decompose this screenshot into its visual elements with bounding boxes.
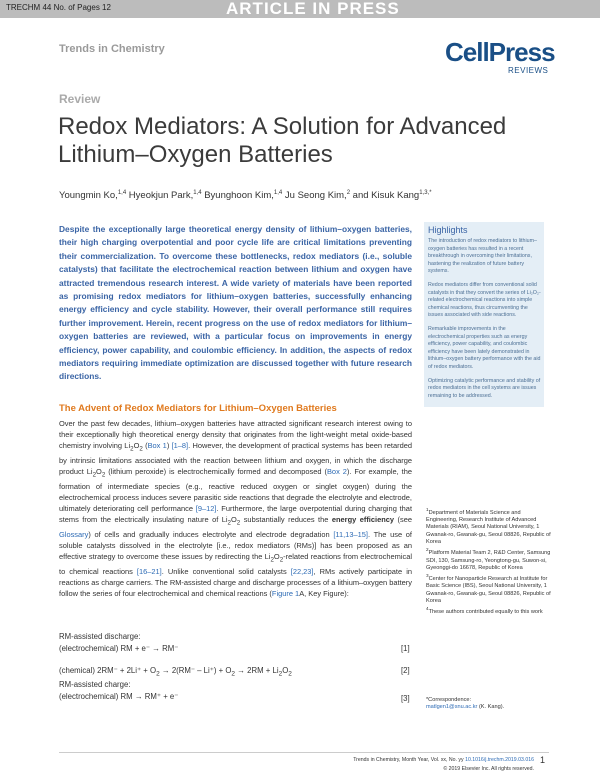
article-type: Review: [59, 92, 101, 106]
author: Ju Seong Kim,$^2$: [282, 190, 351, 202]
equation-2-number: [2]: [401, 666, 410, 675]
article-title: Redox Mediators: A Solution for Advanced Lithium–Oxygen Batteries: [58, 113, 507, 168]
box-link[interactable]: Box 1: [147, 441, 167, 451]
figure-link[interactable]: Figure 1: [271, 589, 300, 599]
correspondence-label: *Correspondence:: [426, 697, 472, 703]
publisher-logo: CellPress: [445, 37, 555, 67]
reference-link[interactable]: [11,13–15]: [333, 529, 368, 539]
affiliations: [426, 506, 552, 616]
reference-link[interactable]: [22,23]: [290, 566, 314, 576]
footer-citation: Trends in Chemistry, Month Year, Vol. xx, No. yy 10.1016/j.trechm.2019.03.016: [353, 757, 534, 763]
author: and Kisuk Kang$^{1,3,*}$: [350, 190, 432, 202]
email-link[interactable]: matlgen1@snu.ac.kr: [426, 704, 478, 710]
equation-1: (electrochemical) RM + e⁻ → RM⁻: [59, 644, 179, 653]
reference-link[interactable]: [16–21]: [136, 566, 162, 576]
equation-2: (chemical) $2RM^- + 2Li^+ + O_2 \to 2(RM^- - Li^+) + O_2 \to 2RM + Li_2O_2$: [59, 666, 292, 678]
correspondence: matlgen1@snu.ac.kr (K. Kang).: [426, 704, 505, 710]
copyright: © 2019 Elsevier Inc. All rights reserved.: [443, 766, 534, 772]
affiliation: $^1$Department of Materials Science and Engineering, Research Institute of Advanced Materials (RIAM), Seoul National University, 1 Gwanak-ro, Gwanak-gu, Seoul 08826, Republic of Korea: [426, 507, 551, 546]
page-number: 1: [540, 755, 546, 765]
author: Byunghoon Kim,$^{1,4}$: [201, 190, 283, 202]
affiliation: $^4$These authors contributed equally to this work: [426, 606, 543, 615]
affiliation: $^3$Center for Nanoparticle Research at Institute for Basic Science (IBS), Seoul National University, 1 Gwanak-ro, Gwanak-gu, Seoul 08826, Republic of Korea: [426, 573, 551, 604]
glossary-link[interactable]: Glossary: [59, 529, 89, 539]
reference-link[interactable]: [1–8]: [171, 441, 189, 451]
equation-3: (electrochemical) RM → RM⁺ + e⁻: [59, 692, 179, 701]
journal-name: Trends in Chemistry: [59, 43, 165, 55]
publisher-sublabel: REVIEWS: [508, 66, 549, 75]
author: Youngmin Ko,$^{1,4}$: [59, 190, 127, 202]
highlight-item: Optimizing catalytic performance and stability of redox mediators in the cell systems are issues remaining to be addressed.: [428, 377, 541, 399]
article-in-press-label: ARTICLE IN PRESS: [226, 0, 400, 18]
author: Hyeokjun Park,$^{1,4}$: [126, 190, 202, 202]
author-list: [59, 190, 432, 201]
equation-1-number: [1]: [401, 644, 410, 653]
affiliation: $^2$Platform Material Team 2, R&D Center, Samsung SDI, 130, Samsung-ro, Yeongtong-gu, Suwon-si, Gyeonggi-do 16678, Republic of Korea: [426, 547, 551, 571]
footer-divider: [59, 752, 549, 753]
equation-group-label: RM-assisted charge:: [59, 680, 131, 689]
highlights-list: [428, 238, 541, 406]
section-heading: The Advent of Redox Mediators for Lithium–Oxygen Batteries: [59, 403, 337, 414]
body-paragraph: Over the past few decades, lithium–oxygen batteries have attracted significant research interest owing to their exceptionally high theoretical energy density that originates from the light-weight metal oxide-based chemistry involving $Li_2O_2$ (Box 1) [1–8]. However, the development of practical systems has been retarded by intrinsic limitations associated with the reaction between lithium and oxygen, in which the discharge product $Li_2O_2$ (lithium peroxide) is electrochemically formed and decomposed (Box 2). For example, the formation of intermediate species (e.g., reactive reduced oxygen or singlet oxygen) during the electrochemical process induces severe parasitic side reactions that degrade the electrolyte and electrode, ultimately deteriorating cell performance [9–12]. Furthermore, the large overpotential during charging that stems from the electrically insulating nature of $Li_2O_2$ substantially reduces the energy efficiency (see Glossary) of cells and gradually induces electrolyte and electrode degradation [11,13–15]. The use of soluble catalysts dissolved in the electrolyte [i.e., redox mediators (RMs)] has been proposed as an effective strategy to overcome these issues by redirecting the $Li_2O_2$-related reactions from electrochemical to chemical reactions [16–21]. Unlike conventional solid catalysts [22,23], RMs actively participate in reactions as charge carriers. The RM-assisted charge and discharge processes of a lithium–oxygen battery follow the series of four electrochemical and chemical reactions (Figure 1A, Key Figure):: [59, 419, 413, 599]
box-link[interactable]: Box 2: [326, 467, 347, 477]
highlights-title: Highlights: [428, 225, 468, 235]
doi-link[interactable]: 10.1016/j.trechm.2019.03.016: [465, 757, 534, 763]
abstract: Despite the exceptionally large theoretical energy density of lithium–oxygen batteries, their high charging overpotential and poor cycle life are critical limitations preventing their commercialization. To overcome these bottlenecks, redox mediators (i.e., soluble catalysts) that facilitate the electrochemical reaction between lithium and oxygen have attracted tremendous research interest. A wide variety of materials have been reported as promising redox mediators for lithium–oxygen batteries, successfully enhancing energy efficiency and cycle stability. However, their overall performance still requires further improvement. Herein, recent progress on the use of redox mediators for lithium–oxygen batteries are reviewed, with a particular focus on improvements in energy efficiency, power capability, and coulombic efficiency. In addition, the aspects of redox mediators requiring immediate optimization are discussed together with future research directions.: [59, 224, 412, 382]
highlight-item: Redox mediators differ from conventional solid catalysts in that they convert the series of Li₂O₂-related electrochemical reactions into simple chemical reactions, thus circumventing the issues associated with side reactions.: [428, 281, 541, 319]
highlight-item: The introduction of redox mediators to lithium–oxygen batteries has resulted in a recent breakthrough in overcoming their limitations, hastening the realization of future battery systems.: [428, 238, 537, 275]
equation-group-label: RM-assisted discharge:: [59, 632, 141, 641]
reference-link[interactable]: [9–12]: [195, 504, 217, 514]
glossary-term: energy efficiency: [331, 515, 395, 525]
highlight-item: Remarkable improvements in the electrochemical properties such as energy efficiency, power capability, and coulombic efficiency have been lately demonstrated in lithium–oxygen battery performance with the aid of redox mediators.: [428, 325, 541, 370]
equation-3-number: [3]: [401, 694, 410, 703]
journal-code: TRECHM 44 No. of Pages 12: [6, 3, 111, 12]
